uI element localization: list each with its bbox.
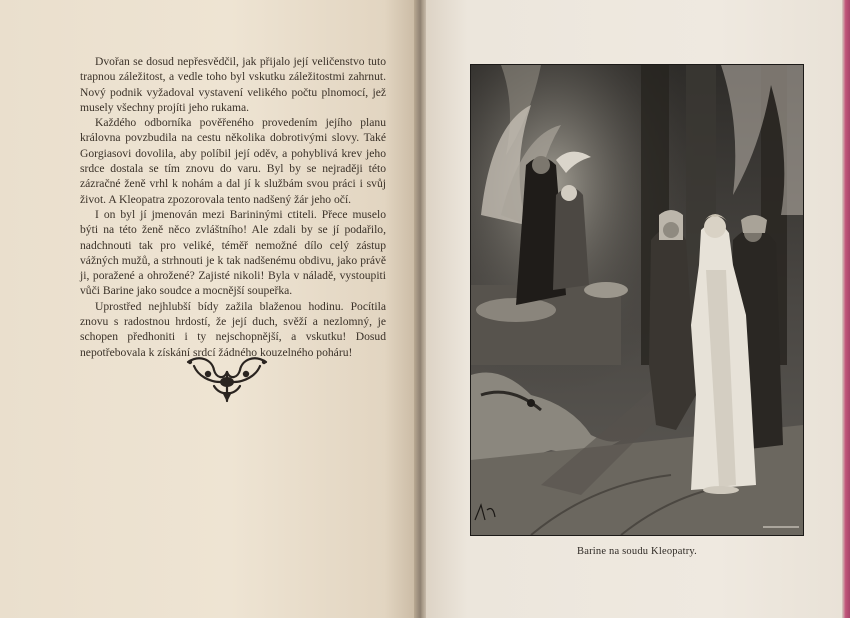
illustration-plate [470,64,804,536]
paragraph: Každého odborníka pověřeného provedením jejího planu královna povzbudila na cestu několika dobrotivými slovy. Také Gorgiasovi dovolila, aby políbil její oděv, a pohyblivá krev jeho srdce dostala se tím znovu do varu. Byl by se nejraději této zázračné ženě vrhl k nohám a dal jí k službám svou práci i svůj život. A Kleopatra zpozorovala tento nadšený žár jeho očí. [80,116,386,206]
decorative-ornament-icon [184,352,270,404]
body-text [80,54,386,360]
illustration-image [471,65,803,535]
left-page [0,0,418,618]
paragraph: I on byl jí jmenován mezi Barininými ctiteli. Přece muselo býti na této ženě něco zvláštního! Ale zdali by se jí podařilo, nadchnouti tak pro veliké, téměř nemožné dílo celý zástup vážných mužů, a strhnouti je k tak nadšenému obdivu, jako právě ji, poražené a ohrožené? Zajisté nikoli! Byla v náladě, vystoupiti vůči Barine jako soudce a mocnější soupeřka. [80,207,386,298]
paragraph: Uprostřed nejhlubší bídy zažila blaženou hodinu. Pocítila znovu s radostnou hrdostí, že její duch, svěží a nezlomný, je schopen předhoniti i ty nejschopnější, a vskutku! Dosud nepotřebovala k získání srdcí žádného kouzelného poháru! [80,299,386,359]
paragraph: Dvořan se dosud nepřesvědčil, jak přijalo její veličenstvo tuto trapnou záležitost, a vedle toho byl vskutku záležitostmi zahrnut. Nový podnik vyžadoval vystavení velikého počtu plnomocí, jež musely všechny projíti jeho rukama. [80,55,386,114]
page-edge [842,0,850,618]
illustration-caption: Barine na soudu Kleopatry. [577,546,697,557]
